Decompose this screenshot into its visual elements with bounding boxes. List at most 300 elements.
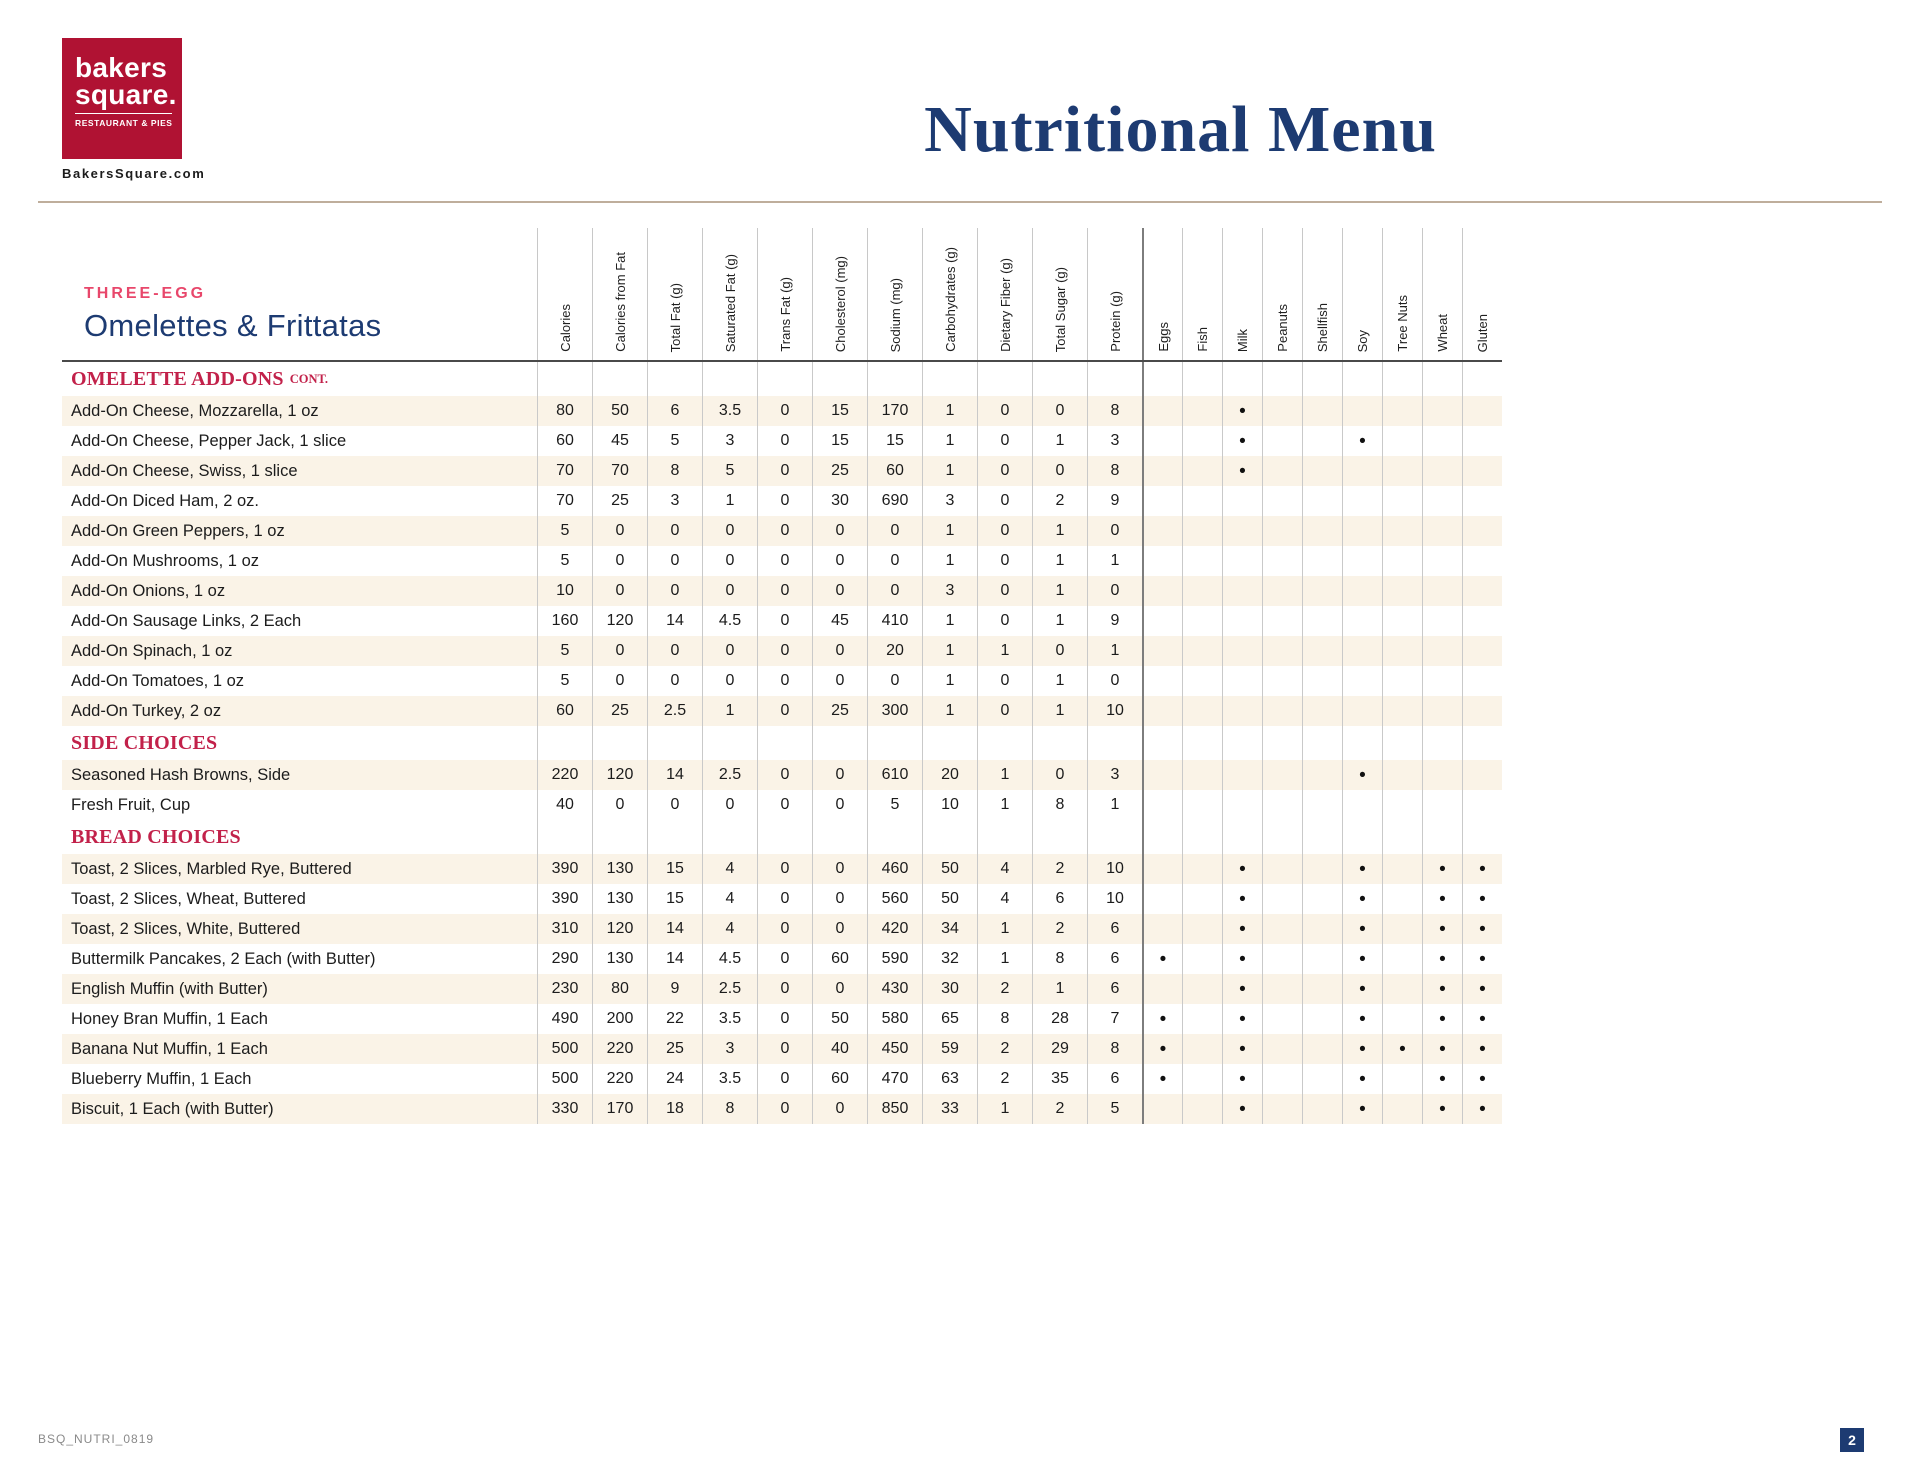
item-name: Add-On Tomatoes, 1 oz [71, 671, 245, 690]
logo-word-bakers: bakers [75, 52, 168, 83]
nutrient-value-calories: 80 [537, 396, 592, 426]
allergen-cell-eggs [1142, 1004, 1182, 1034]
empty-cell [592, 820, 647, 854]
nutrient-value-total-sugar-g: 1 [1032, 546, 1087, 576]
allergen-cell-gluten [1462, 516, 1502, 546]
empty-cell [977, 362, 1032, 396]
empty-cell [1342, 820, 1382, 854]
allergen-cell-eggs [1142, 696, 1182, 726]
allergen-cell-eggs [1142, 1094, 1182, 1124]
nutrient-value-calories: 500 [537, 1034, 592, 1064]
column-header-trans-fat-g [757, 228, 812, 360]
nutrient-value-saturated-fat-g: 2.5 [702, 974, 757, 1004]
nutrient-value-calories: 390 [537, 854, 592, 884]
table-body [62, 362, 1502, 1124]
empty-cell [1222, 362, 1262, 396]
item-name: Blueberry Muffin, 1 Each [71, 1069, 252, 1088]
nutrient-value-total-sugar-g: 8 [1032, 944, 1087, 974]
empty-cell [1382, 362, 1422, 396]
nutrient-value-cholesterol-mg: 0 [812, 760, 867, 790]
nutrient-value-carbohydrates-g: 1 [922, 606, 977, 636]
allergen-cell-peanuts [1262, 456, 1302, 486]
allergen-cell-soy [1342, 884, 1382, 914]
empty-cell [1032, 726, 1087, 760]
allergen-cell-eggs [1142, 790, 1182, 820]
nutrient-value-carbohydrates-g: 33 [922, 1094, 977, 1124]
column-label: Soy [1355, 329, 1370, 352]
table-row-add-on-cheese-mozzarella-1-oz [62, 396, 1502, 426]
allergen-cell-milk [1222, 884, 1262, 914]
allergen-dot: • [1479, 918, 1486, 940]
allergen-cell-peanuts [1262, 790, 1302, 820]
nutrient-value-calories-from-fat: 45 [592, 426, 647, 456]
allergen-cell-eggs [1142, 666, 1182, 696]
nutrient-value-sodium-mg: 0 [867, 546, 922, 576]
column-header-row [62, 228, 1502, 362]
nutrient-value-total-sugar-g: 0 [1032, 456, 1087, 486]
allergen-cell-eggs [1142, 636, 1182, 666]
nutrient-value-protein-g: 1 [1087, 636, 1142, 666]
allergen-cell-gluten [1462, 884, 1502, 914]
column-label: Protein (g) [1107, 291, 1123, 352]
table-row-add-on-onions-1-oz [62, 576, 1502, 606]
empty-cell [1087, 820, 1142, 854]
nutrient-value-calories: 60 [537, 696, 592, 726]
empty-cell [1222, 726, 1262, 760]
empty-cell [1087, 726, 1142, 760]
item-name: Biscuit, 1 Each (with Butter) [71, 1099, 274, 1118]
allergen-cell-milk [1222, 576, 1262, 606]
empty-cell [1342, 726, 1382, 760]
column-label: Calories from Fat [612, 252, 628, 352]
allergen-cell-soy [1342, 606, 1382, 636]
nutrient-value-dietary-fiber-g: 4 [977, 854, 1032, 884]
allergen-cell-eggs [1142, 974, 1182, 1004]
table-row-toast-2-slices-white-buttered [62, 914, 1502, 944]
allergen-cell-tree-nuts [1382, 486, 1422, 516]
allergen-dot: • [1239, 918, 1246, 940]
allergen-cell-tree-nuts [1382, 944, 1422, 974]
column-label: Shellfish [1315, 302, 1330, 352]
allergen-cell-soy [1342, 974, 1382, 1004]
column-header-sodium-mg [867, 228, 922, 360]
nutrient-value-calories-from-fat: 130 [592, 854, 647, 884]
allergen-cell-wheat [1422, 426, 1462, 456]
nutrient-value-total-sugar-g: 1 [1032, 426, 1087, 456]
allergen-cell-wheat [1422, 760, 1462, 790]
nutrient-value-sodium-mg: 15 [867, 426, 922, 456]
empty-cell [977, 820, 1032, 854]
allergen-cell-gluten [1462, 636, 1502, 666]
item-name: Fresh Fruit, Cup [71, 795, 191, 814]
nutrient-value-sodium-mg: 610 [867, 760, 922, 790]
allergen-cell-shellfish [1302, 426, 1342, 456]
allergen-dot: • [1359, 430, 1366, 452]
empty-cell [922, 362, 977, 396]
nutrient-value-protein-g: 9 [1087, 486, 1142, 516]
allergen-cell-peanuts [1262, 486, 1302, 516]
nutrient-value-cholesterol-mg: 0 [812, 854, 867, 884]
nutrient-value-total-fat-g: 9 [647, 974, 702, 1004]
empty-cell [647, 362, 702, 396]
allergen-cell-eggs [1142, 884, 1182, 914]
empty-cell [702, 362, 757, 396]
allergen-cell-peanuts [1262, 914, 1302, 944]
nutrient-value-carbohydrates-g: 30 [922, 974, 977, 1004]
allergen-cell-wheat [1422, 1004, 1462, 1034]
allergen-cell-shellfish [1302, 1064, 1342, 1094]
nutrient-value-dietary-fiber-g: 0 [977, 576, 1032, 606]
nutrient-value-total-sugar-g: 6 [1032, 884, 1087, 914]
allergen-cell-peanuts [1262, 1004, 1302, 1034]
allergen-cell-milk [1222, 456, 1262, 486]
nutrient-value-cholesterol-mg: 15 [812, 426, 867, 456]
section-header-label: SIDE CHOICES [71, 731, 218, 754]
nutrient-value-calories-from-fat: 0 [592, 790, 647, 820]
nutrient-value-carbohydrates-g: 1 [922, 396, 977, 426]
nutrient-value-cholesterol-mg: 50 [812, 1004, 867, 1034]
item-name: Toast, 2 Slices, White, Buttered [71, 919, 301, 938]
nutrient-value-trans-fat-g: 0 [757, 516, 812, 546]
allergen-cell-shellfish [1302, 790, 1342, 820]
nutrient-value-sodium-mg: 60 [867, 456, 922, 486]
allergen-cell-soy [1342, 546, 1382, 576]
allergen-cell-tree-nuts [1382, 1034, 1422, 1064]
table-row-honey-bran-muffin-1-each [62, 1004, 1502, 1034]
nutrient-value-trans-fat-g: 0 [757, 576, 812, 606]
nutrient-value-carbohydrates-g: 20 [922, 760, 977, 790]
column-header-cholesterol-mg [812, 228, 867, 360]
empty-cell [757, 362, 812, 396]
nutrient-value-calories-from-fat: 130 [592, 884, 647, 914]
empty-cell [1422, 820, 1462, 854]
allergen-dot: • [1439, 1098, 1446, 1120]
nutrient-value-cholesterol-mg: 0 [812, 516, 867, 546]
allergen-cell-wheat [1422, 1064, 1462, 1094]
allergen-cell-peanuts [1262, 576, 1302, 606]
nutrient-value-calories-from-fat: 80 [592, 974, 647, 1004]
allergen-cell-shellfish [1302, 456, 1342, 486]
nutrient-value-total-fat-g: 22 [647, 1004, 702, 1034]
allergen-cell-milk [1222, 974, 1262, 1004]
allergen-cell-milk [1222, 854, 1262, 884]
allergen-cell-soy [1342, 1064, 1382, 1094]
nutrient-value-saturated-fat-g: 3.5 [702, 1064, 757, 1094]
allergen-cell-peanuts [1262, 944, 1302, 974]
empty-cell [1032, 820, 1087, 854]
allergen-cell-gluten [1462, 1034, 1502, 1064]
item-name: Toast, 2 Slices, Wheat, Buttered [71, 889, 306, 908]
nutrient-value-cholesterol-mg: 0 [812, 576, 867, 606]
nutrient-value-calories: 490 [537, 1004, 592, 1034]
nutrient-value-protein-g: 0 [1087, 666, 1142, 696]
allergen-cell-peanuts [1262, 696, 1302, 726]
allergen-cell-fish [1182, 666, 1222, 696]
nutrient-value-protein-g: 5 [1087, 1094, 1142, 1124]
allergen-dot: • [1439, 858, 1446, 880]
allergen-cell-gluten [1462, 1094, 1502, 1124]
nutrient-value-total-fat-g: 0 [647, 666, 702, 696]
nutrient-value-saturated-fat-g: 4 [702, 914, 757, 944]
allergen-dot: • [1159, 1038, 1167, 1060]
allergen-dot: • [1159, 948, 1167, 970]
nutrient-value-total-fat-g: 6 [647, 396, 702, 426]
column-header-gluten [1462, 228, 1502, 360]
column-header-calories-from-fat [592, 228, 647, 360]
allergen-cell-peanuts [1262, 546, 1302, 576]
nutrient-value-calories: 310 [537, 914, 592, 944]
column-label: Saturated Fat (g) [722, 253, 738, 352]
allergen-cell-gluten [1462, 696, 1502, 726]
allergen-cell-eggs [1142, 760, 1182, 790]
allergen-cell-soy [1342, 790, 1382, 820]
nutrient-value-calories: 5 [537, 636, 592, 666]
item-name: English Muffin (with Butter) [71, 979, 268, 998]
allergen-cell-milk [1222, 1004, 1262, 1034]
empty-cell [757, 820, 812, 854]
nutrient-value-cholesterol-mg: 15 [812, 396, 867, 426]
nutrient-value-calories: 160 [537, 606, 592, 636]
allergen-cell-wheat [1422, 486, 1462, 516]
nutrient-value-saturated-fat-g: 1 [702, 696, 757, 726]
nutrient-value-protein-g: 6 [1087, 914, 1142, 944]
empty-cell [1262, 726, 1302, 760]
allergen-cell-peanuts [1262, 516, 1302, 546]
section-header-row-omelette-add-ons [62, 362, 1502, 396]
nutrient-value-saturated-fat-g: 3 [702, 426, 757, 456]
allergen-cell-soy [1342, 760, 1382, 790]
allergen-cell-gluten [1462, 914, 1502, 944]
nutrient-value-total-fat-g: 15 [647, 854, 702, 884]
website-url: BakersSquare.com [62, 166, 206, 181]
logo-word-square: square. [75, 79, 177, 110]
nutrient-value-calories: 10 [537, 576, 592, 606]
allergen-cell-tree-nuts [1382, 546, 1422, 576]
empty-cell [1182, 820, 1222, 854]
empty-cell [812, 820, 867, 854]
nutrient-value-carbohydrates-g: 3 [922, 486, 977, 516]
nutrient-value-calories: 230 [537, 974, 592, 1004]
nutrient-value-dietary-fiber-g: 0 [977, 516, 1032, 546]
nutrient-value-carbohydrates-g: 1 [922, 516, 977, 546]
nutrient-value-sodium-mg: 560 [867, 884, 922, 914]
allergen-cell-milk [1222, 696, 1262, 726]
nutrient-value-saturated-fat-g: 0 [702, 516, 757, 546]
document-code: BSQ_NUTRI_0819 [38, 1432, 155, 1446]
nutrient-value-calories: 390 [537, 884, 592, 914]
allergen-dot: • [1479, 888, 1486, 910]
allergen-cell-shellfish [1302, 666, 1342, 696]
nutrient-value-dietary-fiber-g: 0 [977, 666, 1032, 696]
allergen-cell-tree-nuts [1382, 576, 1422, 606]
allergen-cell-soy [1342, 426, 1382, 456]
empty-cell [867, 820, 922, 854]
nutrient-value-calories: 330 [537, 1094, 592, 1124]
nutrient-value-calories-from-fat: 220 [592, 1064, 647, 1094]
allergen-cell-wheat [1422, 636, 1462, 666]
column-label: Sodium (mg) [887, 277, 903, 352]
table-row-buttermilk-pancakes-2-each-with-butter [62, 944, 1502, 974]
nutrient-value-saturated-fat-g: 3 [702, 1034, 757, 1064]
allergen-dot: • [1479, 948, 1486, 970]
table-row-add-on-cheese-swiss-1-slice [62, 456, 1502, 486]
nutrient-value-trans-fat-g: 0 [757, 944, 812, 974]
table-row-fresh-fruit-cup [62, 790, 1502, 820]
allergen-cell-wheat [1422, 546, 1462, 576]
allergen-cell-gluten [1462, 1064, 1502, 1094]
allergen-dot: • [1239, 460, 1246, 482]
column-label: Cholesterol (mg) [832, 255, 848, 352]
nutrient-value-protein-g: 10 [1087, 696, 1142, 726]
nutrient-value-dietary-fiber-g: 8 [977, 1004, 1032, 1034]
nutrient-value-total-fat-g: 0 [647, 636, 702, 666]
nutrient-value-carbohydrates-g: 3 [922, 576, 977, 606]
nutrient-value-protein-g: 3 [1087, 760, 1142, 790]
section-eyebrow: THREE-EGG [84, 285, 207, 302]
allergen-dot: • [1439, 978, 1446, 1000]
allergen-cell-tree-nuts [1382, 914, 1422, 944]
table-row-add-on-green-peppers-1-oz [62, 516, 1502, 546]
allergen-cell-eggs [1142, 576, 1182, 606]
nutrient-value-protein-g: 1 [1087, 790, 1142, 820]
nutrient-value-total-sugar-g: 35 [1032, 1064, 1087, 1094]
nutrient-value-cholesterol-mg: 0 [812, 1094, 867, 1124]
allergen-cell-gluten [1462, 974, 1502, 1004]
empty-cell [867, 726, 922, 760]
allergen-cell-tree-nuts [1382, 666, 1422, 696]
bakers-square-logo [62, 38, 182, 159]
allergen-cell-fish [1182, 546, 1222, 576]
nutrient-value-saturated-fat-g: 1 [702, 486, 757, 516]
column-header-soy [1342, 228, 1382, 360]
nutrient-value-protein-g: 8 [1087, 396, 1142, 426]
allergen-cell-wheat [1422, 974, 1462, 1004]
allergen-cell-soy [1342, 854, 1382, 884]
nutrition-table [62, 228, 1502, 1124]
item-name: Add-On Cheese, Pepper Jack, 1 slice [71, 431, 347, 450]
empty-cell [1262, 820, 1302, 854]
nutrient-value-cholesterol-mg: 25 [812, 696, 867, 726]
section-header-label: OMELETTE ADD-ONS [71, 367, 284, 390]
nutrient-value-total-fat-g: 2.5 [647, 696, 702, 726]
empty-cell [537, 820, 592, 854]
nutrient-value-sodium-mg: 0 [867, 516, 922, 546]
allergen-cell-shellfish [1302, 486, 1342, 516]
nutrient-value-trans-fat-g: 0 [757, 1064, 812, 1094]
allergen-cell-gluten [1462, 456, 1502, 486]
nutrient-value-trans-fat-g: 0 [757, 914, 812, 944]
allergen-cell-tree-nuts [1382, 396, 1422, 426]
nutrient-value-protein-g: 10 [1087, 884, 1142, 914]
allergen-cell-tree-nuts [1382, 1064, 1422, 1094]
allergen-cell-soy [1342, 396, 1382, 426]
allergen-cell-shellfish [1302, 974, 1342, 1004]
allergen-cell-eggs [1142, 1034, 1182, 1064]
empty-cell [757, 726, 812, 760]
allergen-dot: • [1239, 1098, 1246, 1120]
nutrient-value-trans-fat-g: 0 [757, 546, 812, 576]
section-header-row-bread-choices [62, 820, 1502, 854]
allergen-cell-gluten [1462, 426, 1502, 456]
nutrient-value-carbohydrates-g: 50 [922, 884, 977, 914]
nutrient-value-carbohydrates-g: 50 [922, 854, 977, 884]
item-name: Banana Nut Muffin, 1 Each [71, 1039, 268, 1058]
allergen-cell-fish [1182, 974, 1222, 1004]
nutrient-value-trans-fat-g: 0 [757, 486, 812, 516]
allergen-dot: • [1359, 1008, 1366, 1030]
nutrient-value-total-sugar-g: 2 [1032, 914, 1087, 944]
allergen-cell-peanuts [1262, 1064, 1302, 1094]
allergen-cell-soy [1342, 486, 1382, 516]
item-name: Add-On Cheese, Swiss, 1 slice [71, 461, 298, 480]
allergen-cell-wheat [1422, 696, 1462, 726]
empty-cell [1302, 820, 1342, 854]
item-name: Add-On Turkey, 2 oz [71, 701, 222, 720]
allergen-dot: • [1479, 858, 1486, 880]
nutrient-value-sodium-mg: 690 [867, 486, 922, 516]
nutrient-value-dietary-fiber-g: 4 [977, 884, 1032, 914]
item-name: Add-On Onions, 1 oz [71, 581, 226, 600]
empty-cell [1142, 362, 1182, 396]
allergen-dot: • [1239, 1008, 1246, 1030]
nutrient-value-carbohydrates-g: 65 [922, 1004, 977, 1034]
nutrient-value-sodium-mg: 0 [867, 576, 922, 606]
column-header-peanuts [1262, 228, 1302, 360]
nutrient-value-calories-from-fat: 0 [592, 576, 647, 606]
allergen-cell-gluten [1462, 666, 1502, 696]
nutrient-value-calories-from-fat: 0 [592, 666, 647, 696]
item-name: Honey Bran Muffin, 1 Each [71, 1009, 268, 1028]
nutrient-value-trans-fat-g: 0 [757, 426, 812, 456]
nutrient-value-dietary-fiber-g: 2 [977, 974, 1032, 1004]
column-label: Milk [1235, 328, 1250, 352]
allergen-cell-tree-nuts [1382, 1094, 1422, 1124]
column-label: Dietary Fiber (g) [997, 258, 1013, 352]
nutrient-value-sodium-mg: 420 [867, 914, 922, 944]
allergen-cell-milk [1222, 1034, 1262, 1064]
nutrient-value-sodium-mg: 590 [867, 944, 922, 974]
empty-cell [1142, 726, 1182, 760]
nutrient-value-total-sugar-g: 29 [1032, 1034, 1087, 1064]
nutrient-value-saturated-fat-g: 5 [702, 456, 757, 486]
item-name: Add-On Green Peppers, 1 oz [71, 521, 285, 540]
allergen-dot: • [1439, 888, 1446, 910]
nutrient-value-calories: 5 [537, 546, 592, 576]
nutrient-value-total-fat-g: 0 [647, 516, 702, 546]
nutrient-value-dietary-fiber-g: 0 [977, 546, 1032, 576]
nutrient-value-dietary-fiber-g: 0 [977, 426, 1032, 456]
empty-cell [1462, 820, 1502, 854]
allergen-cell-fish [1182, 760, 1222, 790]
empty-cell [1142, 820, 1182, 854]
nutrient-value-cholesterol-mg: 30 [812, 486, 867, 516]
nutrient-value-total-fat-g: 24 [647, 1064, 702, 1094]
nutrient-value-saturated-fat-g: 0 [702, 666, 757, 696]
nutrient-value-sodium-mg: 170 [867, 396, 922, 426]
nutrient-value-calories-from-fat: 170 [592, 1094, 647, 1124]
table-row-add-on-sausage-links-2-each [62, 606, 1502, 636]
allergen-cell-fish [1182, 426, 1222, 456]
nutrient-value-total-sugar-g: 8 [1032, 790, 1087, 820]
nutrient-value-calories-from-fat: 25 [592, 696, 647, 726]
nutrient-value-sodium-mg: 430 [867, 974, 922, 1004]
nutrient-value-total-fat-g: 0 [647, 790, 702, 820]
empty-cell [1302, 726, 1342, 760]
allergen-cell-peanuts [1262, 396, 1302, 426]
allergen-cell-tree-nuts [1382, 516, 1422, 546]
nutrient-value-calories: 500 [537, 1064, 592, 1094]
allergen-dot: • [1359, 978, 1366, 1000]
